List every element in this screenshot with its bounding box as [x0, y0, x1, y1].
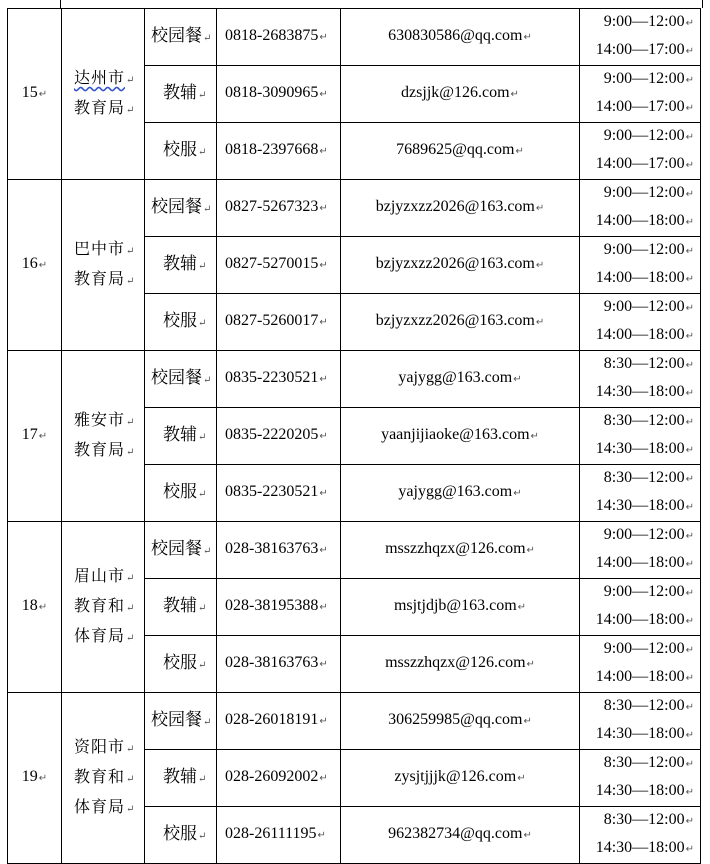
- email-address: msszzhqzx@126.com: [385, 654, 526, 671]
- category-cell: [145, 294, 217, 351]
- phone-cell: [217, 522, 341, 579]
- paragraph-mark: ↵: [685, 445, 694, 456]
- paragraph-mark: ↵: [685, 132, 694, 143]
- paragraph-mark: ↵: [685, 787, 694, 798]
- paragraph-mark: ↵: [126, 417, 136, 428]
- organization-line: 巴中市: [74, 239, 126, 258]
- phone-cell: [217, 294, 341, 351]
- row-number: [8, 693, 62, 864]
- phone-cell: [217, 750, 341, 807]
- paragraph-mark: ↵: [319, 431, 328, 442]
- paragraph-mark: ↵: [685, 645, 694, 656]
- hours-cell: [580, 807, 701, 864]
- organization-line: 教育局: [74, 440, 126, 459]
- paragraph-mark: ↵: [198, 488, 207, 500]
- paragraph-mark: ↵: [517, 602, 527, 613]
- category-text: 教辅: [163, 595, 197, 616]
- office-hours: 8:30—12:00: [603, 412, 685, 429]
- organization-name: [62, 522, 145, 693]
- category-text: 教辅: [163, 82, 197, 103]
- category-text: 教辅: [163, 424, 197, 445]
- office-hours: 8:30—12:00: [603, 811, 685, 828]
- organization-name: [62, 180, 145, 351]
- office-hours: 14:30—18:00: [595, 725, 685, 742]
- office-hours: 14:30—18:00: [595, 839, 685, 856]
- paragraph-mark: ↵: [319, 716, 328, 727]
- phone-number: 028-38163763: [225, 540, 319, 557]
- category-cell: [145, 465, 217, 522]
- office-hours: 8:30—12:00: [603, 754, 685, 771]
- paragraph-mark: ↵: [523, 716, 532, 727]
- paragraph-mark: ↵: [198, 146, 207, 158]
- paragraph-mark: ↵: [319, 146, 328, 157]
- office-hours: 8:30—12:00: [603, 355, 685, 372]
- paragraph-mark: ↵: [198, 89, 207, 101]
- phone-number: 0835-2220205: [225, 426, 319, 443]
- office-hours: 14:00—18:00: [595, 212, 685, 229]
- paragraph-mark: ↵: [317, 830, 326, 841]
- phone-cell: [217, 351, 341, 408]
- paragraph-mark: ↵: [203, 32, 212, 44]
- organization-line: 教育和: [74, 767, 126, 786]
- category-text: 校服: [163, 652, 197, 673]
- email-address: 306259985@qq.com: [388, 711, 523, 728]
- category-cell: [145, 807, 217, 864]
- office-hours: 9:00—12:00: [603, 127, 685, 144]
- paragraph-mark: ↵: [38, 89, 48, 100]
- paragraph-mark: ↵: [319, 203, 328, 214]
- phone-cell: [217, 9, 341, 66]
- row-number-text: 16: [21, 255, 38, 272]
- email-address: bzjyzxzz2026@163.com: [375, 255, 535, 272]
- paragraph-mark: ↵: [198, 602, 207, 614]
- office-hours: 14:00—18:00: [595, 668, 685, 685]
- hours-cell: [580, 750, 701, 807]
- paragraph-mark: ↵: [319, 89, 328, 100]
- office-hours: 14:00—18:00: [595, 326, 685, 343]
- paragraph-mark: ↵: [319, 374, 328, 385]
- phone-cell: [217, 66, 341, 123]
- office-hours: 9:00—12:00: [603, 526, 685, 543]
- paragraph-mark: ↵: [319, 773, 328, 784]
- category-text: 校服: [163, 139, 197, 160]
- paragraph-mark: ↵: [685, 616, 694, 627]
- category-text: 校园餐: [151, 196, 202, 217]
- row-number-text: 18: [21, 597, 38, 614]
- paragraph-mark: ↵: [685, 217, 694, 228]
- organization-name: [62, 351, 145, 522]
- email-cell: [341, 66, 580, 123]
- hours-cell: [580, 693, 701, 750]
- paragraph-mark: ↵: [319, 545, 328, 556]
- paragraph-mark: ↵: [203, 203, 212, 215]
- paragraph-mark: ↵: [126, 804, 136, 815]
- paragraph-mark: ↵: [198, 773, 207, 785]
- row-number-text: 17: [21, 426, 38, 443]
- category-cell: [145, 636, 217, 693]
- page-corner-mark-left: [60, 0, 61, 8]
- paragraph-mark: ↵: [198, 260, 207, 272]
- email-cell: [341, 123, 580, 180]
- office-hours: 9:00—12:00: [603, 241, 685, 258]
- category-text: 校园餐: [151, 25, 202, 46]
- email-address: zysjtjjjk@126.com: [394, 768, 517, 785]
- email-cell: [341, 237, 580, 294]
- phone-number: 028-26018191: [225, 711, 319, 728]
- hours-cell: [580, 579, 701, 636]
- hours-cell: [580, 408, 701, 465]
- phone-number: 0827-5260017: [225, 312, 319, 329]
- paragraph-mark: ↵: [38, 602, 48, 613]
- category-cell: [145, 123, 217, 180]
- organization-line: 体育局: [74, 626, 126, 645]
- email-cell: [341, 465, 580, 522]
- office-hours: 14:00—18:00: [595, 554, 685, 571]
- paragraph-mark: ↵: [685, 246, 694, 257]
- hours-cell: [580, 123, 701, 180]
- office-hours: 8:30—12:00: [603, 469, 685, 486]
- paragraph-mark: ↵: [685, 103, 694, 114]
- category-text: 教辅: [163, 253, 197, 274]
- organization-name: [62, 9, 145, 180]
- paragraph-mark: ↵: [685, 502, 694, 513]
- paragraph-mark: ↵: [319, 317, 328, 328]
- paragraph-mark: ↵: [126, 105, 136, 116]
- organization-line: 雅安市: [74, 410, 126, 429]
- paragraph-mark: ↵: [526, 545, 535, 556]
- table-row: [8, 522, 701, 579]
- phone-cell: [217, 693, 341, 750]
- category-text: 校服: [163, 481, 197, 502]
- phone-number: 028-38163763: [225, 654, 319, 671]
- email-cell: [341, 180, 580, 237]
- paragraph-mark: ↵: [523, 830, 532, 841]
- category-text: 校园餐: [151, 367, 202, 388]
- email-address: msszzhqzx@126.com: [385, 540, 526, 557]
- table-row: [8, 351, 701, 408]
- paragraph-mark: ↵: [38, 431, 48, 442]
- phone-number: 0835-2230521: [225, 369, 319, 386]
- paragraph-mark: ↵: [126, 774, 136, 785]
- row-number-text: 15: [21, 84, 38, 101]
- category-text: 校园餐: [151, 709, 202, 730]
- organization-line: 教育局: [74, 269, 126, 288]
- email-cell: [341, 522, 580, 579]
- paragraph-mark: ↵: [126, 573, 136, 584]
- phone-number: 028-26092002: [225, 768, 319, 785]
- email-address: yaanjijiaoke@163.com: [381, 426, 530, 443]
- paragraph-mark: ↵: [198, 830, 207, 842]
- paragraph-mark: ↵: [126, 744, 136, 755]
- paragraph-mark: ↵: [535, 260, 545, 271]
- paragraph-mark: ↵: [38, 260, 48, 271]
- paragraph-mark: ↵: [203, 545, 212, 557]
- paragraph-mark: ↵: [685, 274, 694, 285]
- paragraph-mark: ↵: [685, 559, 694, 570]
- email-cell: [341, 351, 580, 408]
- paragraph-mark: ↵: [526, 659, 535, 670]
- category-cell: [145, 9, 217, 66]
- phone-cell: [217, 408, 341, 465]
- paragraph-mark: ↵: [685, 360, 694, 371]
- hours-cell: [580, 294, 701, 351]
- office-hours: 8:30—12:00: [603, 697, 685, 714]
- category-cell: [145, 237, 217, 294]
- paragraph-mark: ↵: [685, 844, 694, 855]
- paragraph-mark: ↵: [517, 773, 526, 784]
- contact-table-body: [8, 9, 701, 864]
- paragraph-mark: ↵: [126, 75, 136, 86]
- email-address: 962382734@qq.com: [388, 825, 523, 842]
- paragraph-mark: ↵: [685, 160, 694, 171]
- paragraph-mark: ↵: [685, 730, 694, 741]
- phone-number: 0827-5270015: [225, 255, 319, 272]
- paragraph-mark: ↵: [126, 276, 136, 287]
- paragraph-mark: ↵: [530, 431, 539, 442]
- phone-number: 0818-2683875: [225, 27, 319, 44]
- table-row: [8, 693, 701, 750]
- email-address: bzjyzxzz2026@163.com: [375, 198, 535, 215]
- office-hours: 14:30—18:00: [595, 497, 685, 514]
- office-hours: 9:00—12:00: [603, 298, 685, 315]
- organization-line: 教育和: [74, 596, 126, 615]
- phone-cell: [217, 123, 341, 180]
- category-text: 校园餐: [151, 538, 202, 559]
- email-cell: [341, 636, 580, 693]
- table-row: [8, 180, 701, 237]
- category-text: 教辅: [163, 766, 197, 787]
- row-number: [8, 180, 62, 351]
- paragraph-mark: ↵: [685, 331, 694, 342]
- paragraph-mark: ↵: [685, 417, 694, 428]
- phone-number: 0818-3090965: [225, 84, 319, 101]
- office-hours: 14:30—18:00: [595, 440, 685, 457]
- office-hours: 14:00—18:00: [595, 611, 685, 628]
- category-text: 校服: [163, 823, 197, 844]
- email-address: bzjyzxzz2026@163.com: [375, 312, 535, 329]
- phone-cell: [217, 579, 341, 636]
- hours-cell: [580, 351, 701, 408]
- phone-number: 028-26111195: [225, 825, 317, 842]
- row-number: [8, 522, 62, 693]
- hours-cell: [580, 237, 701, 294]
- office-hours: 9:00—12:00: [603, 184, 685, 201]
- table-row: [8, 9, 701, 66]
- paragraph-mark: ↵: [685, 474, 694, 485]
- paragraph-mark: ↵: [126, 246, 136, 257]
- office-hours: 14:30—18:00: [595, 383, 685, 400]
- office-hours: 14:30—18:00: [595, 782, 685, 799]
- email-address: msjtjdjb@163.com: [393, 597, 517, 614]
- organization-line: 教育局: [74, 98, 126, 117]
- paragraph-mark: ↵: [198, 431, 207, 443]
- category-cell: [145, 351, 217, 408]
- paragraph-mark: ↵: [126, 447, 136, 458]
- category-cell: [145, 522, 217, 579]
- paragraph-mark: ↵: [319, 602, 328, 613]
- email-cell: [341, 693, 580, 750]
- paragraph-mark: ↵: [535, 203, 545, 214]
- category-cell: [145, 180, 217, 237]
- organization-line: 眉山市: [74, 566, 126, 585]
- office-hours: 9:00—12:00: [603, 70, 685, 87]
- office-hours: 14:00—17:00: [595, 98, 685, 115]
- phone-cell: [217, 237, 341, 294]
- office-hours: 14:00—18:00: [595, 269, 685, 286]
- email-cell: [341, 408, 580, 465]
- hours-cell: [580, 9, 701, 66]
- hours-cell: [580, 66, 701, 123]
- email-cell: [341, 807, 580, 864]
- email-cell: [341, 750, 580, 807]
- category-cell: [145, 579, 217, 636]
- phone-cell: [217, 465, 341, 522]
- category-cell: [145, 693, 217, 750]
- paragraph-mark: ↵: [198, 317, 207, 329]
- phone-cell: [217, 636, 341, 693]
- paragraph-mark: ↵: [126, 633, 136, 644]
- email-address: 630830586@qq.com: [388, 27, 523, 44]
- organization-line: 达州市: [74, 68, 126, 87]
- hours-cell: [580, 636, 701, 693]
- email-cell: [341, 579, 580, 636]
- category-cell: [145, 408, 217, 465]
- paragraph-mark: ↵: [203, 716, 212, 728]
- category-cell: [145, 66, 217, 123]
- organization-line: 资阳市: [74, 737, 126, 756]
- paragraph-mark: ↵: [319, 659, 328, 670]
- phone-number: 028-38195388: [225, 597, 319, 614]
- paragraph-mark: ↵: [685, 759, 694, 770]
- category-text: 校服: [163, 310, 197, 331]
- email-address: yajygg@163.com: [398, 483, 513, 500]
- paragraph-mark: ↵: [685, 673, 694, 684]
- paragraph-mark: ↵: [685, 588, 694, 599]
- paragraph-mark: ↵: [38, 773, 48, 784]
- email-address: 7689625@qq.com: [396, 141, 515, 158]
- email-address: yajygg@163.com: [398, 369, 513, 386]
- office-hours: 9:00—12:00: [603, 583, 685, 600]
- phone-number: 0835-2230521: [225, 483, 319, 500]
- paragraph-mark: ↵: [535, 317, 545, 328]
- phone-number: 0827-5267323: [225, 198, 319, 215]
- category-cell: [145, 750, 217, 807]
- paragraph-mark: ↵: [685, 46, 694, 57]
- phone-cell: [217, 180, 341, 237]
- paragraph-mark: ↵: [319, 488, 328, 499]
- paragraph-mark: ↵: [685, 18, 694, 29]
- office-hours: 14:00—17:00: [595, 155, 685, 172]
- phone-cell: [217, 807, 341, 864]
- paragraph-mark: ↵: [515, 146, 524, 157]
- contact-table: [7, 8, 701, 864]
- paragraph-mark: ↵: [203, 374, 212, 386]
- office-hours: 9:00—12:00: [603, 640, 685, 657]
- hours-cell: [580, 465, 701, 522]
- row-number: [8, 9, 62, 180]
- row-number-text: 19: [21, 768, 38, 785]
- row-number: [8, 351, 62, 522]
- email-address: dzsjjk@126.com: [401, 84, 510, 101]
- paragraph-mark: ↵: [319, 260, 328, 271]
- hours-cell: [580, 522, 701, 579]
- paragraph-mark: ↵: [685, 388, 694, 399]
- hours-cell: [580, 180, 701, 237]
- office-hours: 9:00—12:00: [603, 13, 685, 30]
- email-cell: [341, 294, 580, 351]
- paragraph-mark: ↵: [523, 32, 532, 43]
- paragraph-mark: ↵: [198, 659, 207, 671]
- paragraph-mark: ↵: [319, 32, 328, 43]
- email-cell: [341, 9, 580, 66]
- paragraph-mark: ↵: [685, 816, 694, 827]
- phone-number: 0818-2397668: [225, 141, 319, 158]
- organization-line: 体育局: [74, 797, 126, 816]
- paragraph-mark: ↵: [126, 603, 136, 614]
- paragraph-mark: ↵: [510, 89, 519, 100]
- paragraph-mark: ↵: [685, 303, 694, 314]
- page-corner-mark-right: [702, 0, 703, 8]
- organization-name: [62, 693, 145, 864]
- paragraph-mark: ↵: [685, 702, 694, 713]
- paragraph-mark: ↵: [513, 488, 522, 499]
- office-hours: 14:00—17:00: [595, 41, 685, 58]
- paragraph-mark: ↵: [513, 374, 522, 385]
- paragraph-mark: ↵: [685, 189, 694, 200]
- paragraph-mark: ↵: [685, 531, 694, 542]
- paragraph-mark: ↵: [685, 75, 694, 86]
